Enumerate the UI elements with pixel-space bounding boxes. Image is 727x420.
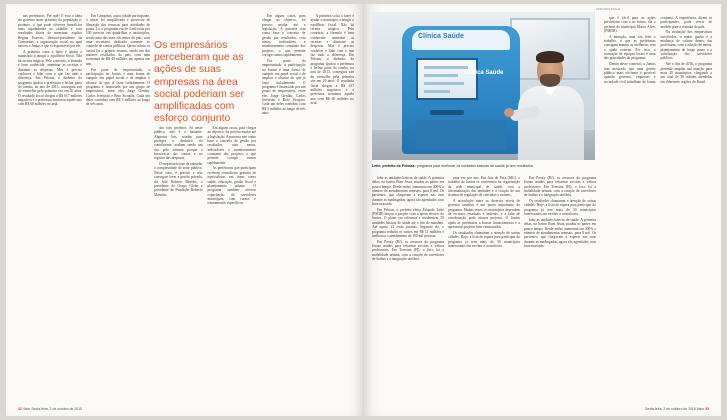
kiosk-label: Clínica Saúde [464, 70, 504, 76]
left-page [6, 4, 363, 416]
paragraph: Em Campinas, outra cidade participante, o ajuste foi simplificado e provocou de liberação dos recursos para atividades de ponta. Lá, o programa era de 3 mil reais por 100 pessoas em quadrilhas e instituições, sendo uma das mais eficientes do país, com uma secretaria dedicada somente ao controle de contas públicas. Quem cobriu os custos foi o próprio tesouro, sendo um dos maiores resultados do país, com uma economia de R$ 40 milhões em apenas um ano. [86, 14, 150, 66]
right-folio [645, 407, 709, 411]
paragraph: lidar as unidades básicas de saúde. A primeira delas, no bairro Bom Jesus, mudou as partes em pouco tempo. Desde então, aumentou em 300% o número de atendimentos mensais, para 8 mil. Os pacientes, que chegavam a esperar nas ruas durante as madrugadas, agora são agendados com hora marcada. [372, 176, 444, 207]
left-column-3 [154, 126, 256, 406]
page-number: 32 [18, 407, 22, 411]
paragraph: Na avaliação dos empresários envolvidos, o maior ganho é a mudança de cultura dentro das prefeituras, com a adoção de metas, planejamento de longo prazo e a valorização dos servidores públicos. [660, 30, 712, 61]
paragraph: Em Paraty (RJ), os recursos do programa foram usados para reformar escolas e treinar professores. Em Teresina (PI), o foco foi a mobilidade urbana, com a criação de corredores de ônibus e a integração tarifária. [372, 239, 444, 261]
page-number: 33 [705, 407, 709, 411]
screen-line [424, 74, 458, 77]
paragraph: nas prefeituras. Por quê? É essa a ideia do governo mais próxima da população e, portanto, a que pode oferecer benefícios mais rapidamente ao cidadão e com resultados fáceis de mensurar, explica Regina Esteves, diretora-presidente da Comunitas, a organização social na qual nasceu o Juntos e que é responsável por ele. [18, 14, 82, 49]
kiosk-screen [416, 58, 478, 100]
kiosk-slot [430, 110, 464, 115]
kiosk-base [416, 120, 506, 150]
paragraph: A primeira coisa a fazer é ajudar o município a atingir o equilíbrio fiscal. Não há receita mágica. Pelo contrário, a fórmula é bem conhecida: aumentar as receitas e diminuir as despesas. Mas é preciso conhecer e lidar com o que faz tudo a diferença. Em Pelotas, o dinheiro do programa ajudou a prefeitura a fechar parte do rombo, no ano de 2013, conseguiu sair do vermelho pela primeira vez em 20 anos. O resultado fiscal chegou a R$ 617 milhões negativos e a prefeitura terminou aquele ano com R$ 60 milhões no azul. [310, 14, 354, 105]
right-column-4 [604, 16, 712, 404]
right-page [364, 4, 721, 416]
left-folio [18, 407, 82, 411]
paragraph: Dentro desse contexto, o Juntos tem mostrado que uma gestão pública mais eficiente é possível quando governo, empresas e sociedade civil trabalham de forma conjunta. A experiência, dizem os participantes, pode servir de modelo para o restante do país. [604, 16, 712, 84]
caption-bold: Leite, prefeito de Pelotas: [372, 164, 416, 168]
paragraph: que é fácil para as ações persistirem com a ao futuro, diz o prefeito do município Marco Alves (PMDB). [604, 16, 656, 34]
paragraph: Os resultados chamaram a atenção de outras cidades. Hoje, a lista de espera para participar do programa já tem mais de 30 municípios interessados em receber a consultoria. [448, 230, 520, 248]
paragraph: Em alguns casos, para chegar ao objetivo, foi preciso mudar até a legislação. A parceria tem como base o conceito de gestão por resultados, com metas, indicadores e monitoramento constante dos projetos, o que permite corrigir rumos rapidamente. [207, 126, 256, 165]
paragraph: dos com prefeitos. Só neste público, não é o bastante. Algumas leis, criadas para proteger o dinheiro do contribuinte, acabam sendo um dos pelo sistema porque a burocracia das contas e no registro das despesas. [154, 126, 203, 161]
photo-caption [372, 164, 595, 168]
paragraph: As prefeituras que participam recebem consultoria gratuita de especialistas em áreas como saúde, educação, gestão fiscal e planejamento urbano. O programa também oferece capacitação de servidores municipais, com cursos e treinamentos específicos. [207, 166, 256, 206]
screen-line [424, 66, 468, 69]
paragraph: lidar as unidades básicas de saúde. A primeira delas, no bairro Bom Jesus, mudou as partes em pouco tempo. Desde então, aumentou em 300% o número de atendimentos mensais, para 8 mil. Os pacientes, que chegavam a esperar nas ruas durante as madrugadas, agora são agendados com hora marcada. [524, 217, 596, 248]
paragraph: A intenção, uma vez feito o trabalho, é que as prefeituras consigam manter as melhorias sem a ajuda externa. Por isso, a formação de equipes locais é uma das prioridades do programa. [604, 34, 656, 61]
screen-line [424, 90, 450, 93]
right-column-1 [372, 176, 444, 404]
right-column-3 [524, 176, 596, 404]
paragraph: A articulação entre os diversos níveis de governo também é um ponto importante do programa. Muitas vezes, os municípios dependem de recursos estaduais e federais, e a falta de coordenação pode atrasar projetos. O Juntos ajuda as prefeituras a buscar financiamento e a apresentar projetos bem estruturados. [448, 199, 520, 230]
pull-quote: Os empresários perceberam que as ações de suas empresas na área social poderiam ser amplificadas com esforço conjunto [154, 40, 245, 125]
paragraph: Em Pelotas, o prefeito eleito Eduardo Leite (PSDB) lançou o projeto com o apoio técnico do Juntos. O plano era reformar e modernizar 50 unidades básicas de saúde até o fim do mandato. Até agora, 22 estão prontas. Segundo ele, o programa reduziu os custos em R$ 11 milhões e melhorou o atendimento de 100 mil pessoas. [372, 207, 444, 238]
paragraph: A primeira coisa a fazer é ajudar o município a atingir o equilíbrio fiscal. Não há receita mágica. Pelo contrário, a fórmula é bem conhecida: aumentar as receitas e diminuir as despesas. Mas é preciso conhecer e lidar com o que faz tudo a diferença. Em Pelotas, o dinheiro do programa ajudou a prefeitura a fechar parte do rombo, no ano de 2013, conseguiu sair do vermelho pela primeira vez em 20 anos. O resultado fiscal chegou a R$ 617 milhões negativos e a prefeitura terminou aquele ano com R$ 60 milhões no azul. [18, 50, 82, 107]
left-column-2 [86, 14, 150, 406]
paragraph: O empresário tem de entender a complexidade do setor público. Nesse caso, é preciso e não conseguir levar a gestão privada, diz José Roberto Mendes, o presidente do Grupo Globo e presidente da Fundação Roberto Marinho. [154, 162, 203, 197]
folio-text: Sexta-feira, 2 de outubro de 2015 Valor [645, 407, 705, 411]
paragraph: Por parte do empresariado, a participação no Juntos é uma forma de cumprir seu papel social e de ampliar o alcance do que já fazia isoladamente. O programa é financiado por um grupo de empresários, entre eles Jorge Gerdau, Carlos Jereissati e Beto Sicupira. Cada um deles contribui com R$ 3 milhões ao longo de três anos. [262, 58, 306, 115]
right-column-2 [448, 176, 520, 404]
paragraph: uma vez por ano. Em Juiz de Fora (MG), o trabalho do Juntos se concentrou na organização da rede municipal de saúde, com a informatização das unidades e a criação de um sistema de regulação de consultas e exames. [448, 176, 520, 198]
paragraph: Em alguns casos, para chegar ao objetivo, foi preciso mudar até a legislação. A parceria tem como base o conceito de gestão por resultados, com metas, indicadores e monitoramento constante dos projetos, o que permite corrigir rumos rapidamente. [262, 14, 306, 58]
man-hair [536, 51, 564, 63]
magazine-spread [6, 4, 721, 416]
man-hand [504, 108, 514, 117]
photo-credit: CRISTIANO ROCHA [596, 8, 621, 11]
paragraph: Os resultados chamaram a atenção de outras cidades. Hoje, a lista de espera para participar do programa já tem mais de 30 municípios interessados em receber a consultoria. [524, 199, 596, 217]
screen-line [424, 82, 464, 85]
man-body [518, 86, 584, 160]
paragraph: Em Paraty (RJ), os recursos do programa foram usados para reformar escolas e treinar professores. Em Teresina (PI), o foco foi a mobilidade urbana, com a criação de corredores de ônibus e a integração tarifária. [524, 176, 596, 198]
caption-text: programa para melhorar os unidades básicas de saúde já tem resultados [416, 164, 534, 168]
left-column-4 [262, 14, 354, 406]
man-beard [540, 74, 560, 87]
folio-text: Valor Sexta-feira, 2 de outubro de 2015 [22, 407, 82, 411]
paragraph: Por parte do empresariado, a participação no Juntos é uma forma de cumprir seu papel social e de ampliar o alcance do que já fazia isoladamente. O programa é financiado por um grupo de empresários, entre eles Jorge Gerdau, Carlos Jereissati e Beto Sicupira. Cada um deles contribui com R$ 3 milhões ao longo de três anos. [86, 67, 150, 107]
kiosk-photo [372, 12, 595, 160]
kiosk-logo: Clínica Saúde [418, 33, 464, 40]
left-column-1 [18, 14, 82, 406]
paragraph: Até o fim de 2016, o programa pretende ampliar sua atuação para mais 20 municípios, chegando a um total de 50 cidades atendidas em diferentes regiões do Brasil. [660, 62, 712, 84]
